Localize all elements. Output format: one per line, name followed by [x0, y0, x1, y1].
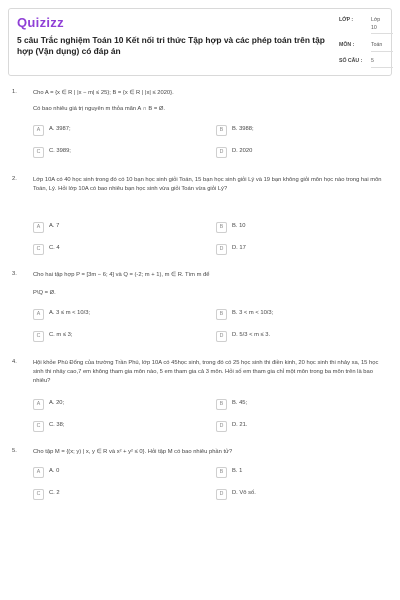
option-letter-box: D	[216, 147, 227, 158]
question-3	[12, 271, 388, 351]
question-5	[12, 448, 388, 508]
class-value: Lớp 10	[371, 17, 381, 31]
question-text: Cho A = {x ∈ R | |x − m| ≤ 25}; B = {x ∈ R | |x| ≤ 2020}.	[33, 90, 174, 96]
question-subtext: Có bao nhiêu giá trị nguyên m thỏa mãn A ∩ B = Ø.	[33, 106, 165, 112]
question-2	[12, 176, 388, 260]
option-text: C. m ≤ 3;	[49, 332, 73, 338]
option-text: C. 38;	[49, 422, 65, 428]
subject-label: MÔN :	[339, 42, 355, 48]
question-text: Hội khỏe Phù Đổng của trường Trần Phú, lớp 10A có 45học sinh, trong đó có 25 học sinh thi điền kinh, 20 học sinh thi nhảy xa, 15 học sinh thi nhảy cao,7 em không tham gia môn nào, 5 em tham gia cả 3 môn. Hỏi số em tham gia chỉ một môn trong ba môn trên là bao nhiêu?	[33, 360, 379, 384]
option-text: D. 21.	[232, 422, 248, 428]
question-number: 5.	[12, 448, 17, 454]
option-text: A. 3 ≤ m < 10/3;	[49, 310, 91, 316]
option-letter-box: A	[33, 399, 44, 410]
option-letter-box: B	[216, 399, 227, 410]
subject-value: Toán	[371, 42, 383, 48]
option-text: D. 17	[232, 245, 246, 251]
option-letter-box: A	[33, 309, 44, 320]
option-letter-box: A	[33, 125, 44, 136]
option-letter-box: C	[33, 489, 44, 500]
option-letter-box: A	[33, 222, 44, 233]
option-letter-box: B	[216, 222, 227, 233]
question-number: 2.	[12, 176, 17, 182]
question-subtext: P\Q = Ø.	[33, 290, 56, 296]
option-text: C. 2	[49, 490, 60, 496]
option-text: D. 5/3 < m ≤ 3.	[232, 332, 271, 338]
option-text: A. 20;	[49, 400, 65, 406]
question-number: 4.	[12, 359, 17, 365]
quizizz-logo: Quizizz	[17, 15, 64, 30]
question-text: Lớp 10A có 40 học sinh trong đó có 10 bạn học sinh giỏi Toán, 15 bạn học sinh giỏi Lý và 19 bạn không giỏi môn học nào trong hai môn Toán, Lý. Hỏi lớp 10A có bao nhiêu bạn học sinh vừa giỏi Toán vừa giỏi Lý?	[33, 177, 382, 192]
subject-underline	[371, 51, 393, 52]
question-4	[12, 359, 388, 439]
option-letter-box: D	[216, 331, 227, 342]
question-text: Cho hai tập hợp P = [3m − 6; 4] và Q = (-2; m + 1), m ∈ R. Tìm m để	[33, 272, 210, 278]
worksheet-header	[8, 8, 392, 76]
option-text: B. 45;	[232, 400, 248, 406]
option-text: D. 2020	[232, 148, 253, 154]
option-text: B. 3988;	[232, 126, 254, 132]
class-underline	[371, 33, 393, 34]
option-letter-box: C	[33, 147, 44, 158]
worksheet-title: 5 câu Trắc nghiệm Toán 10 Kết nối tri thức Tập hợp và các phép toán trên tập hợp (Vận dụng) có đáp án	[17, 35, 325, 56]
question-1	[12, 89, 388, 169]
option-letter-box: C	[33, 331, 44, 342]
question-number: 1.	[12, 89, 17, 95]
option-letter-box: B	[216, 125, 227, 136]
option-text: B. 10	[232, 223, 246, 229]
option-text: A. 3987;	[49, 126, 71, 132]
question-number: 3.	[12, 271, 17, 277]
option-text: C. 3989;	[49, 148, 71, 154]
option-text: A. 0	[49, 468, 60, 474]
count-underline	[371, 67, 393, 68]
option-letter-box: C	[33, 244, 44, 255]
question-text: Cho tập M = {(x; y) | x, y ∈ R và x² + y² ≤ 0}. Hỏi tập M có bao nhiêu phần tử?	[33, 449, 233, 455]
option-text: A. 7	[49, 223, 60, 229]
option-letter-box: D	[216, 244, 227, 255]
count-label: SỐ CÂU :	[339, 58, 363, 64]
option-letter-box: D	[216, 489, 227, 500]
option-letter-box: D	[216, 421, 227, 432]
option-text: C. 4	[49, 245, 60, 251]
option-letter-box: B	[216, 467, 227, 478]
option-text: B. 1	[232, 468, 243, 474]
option-letter-box: C	[33, 421, 44, 432]
option-text: B. 3 < m < 10/3;	[232, 310, 274, 316]
option-letter-box: B	[216, 309, 227, 320]
option-text: D. Vô số.	[232, 490, 256, 496]
option-letter-box: A	[33, 467, 44, 478]
class-label: LỚP :	[339, 17, 354, 23]
count-value: 5	[371, 58, 374, 64]
